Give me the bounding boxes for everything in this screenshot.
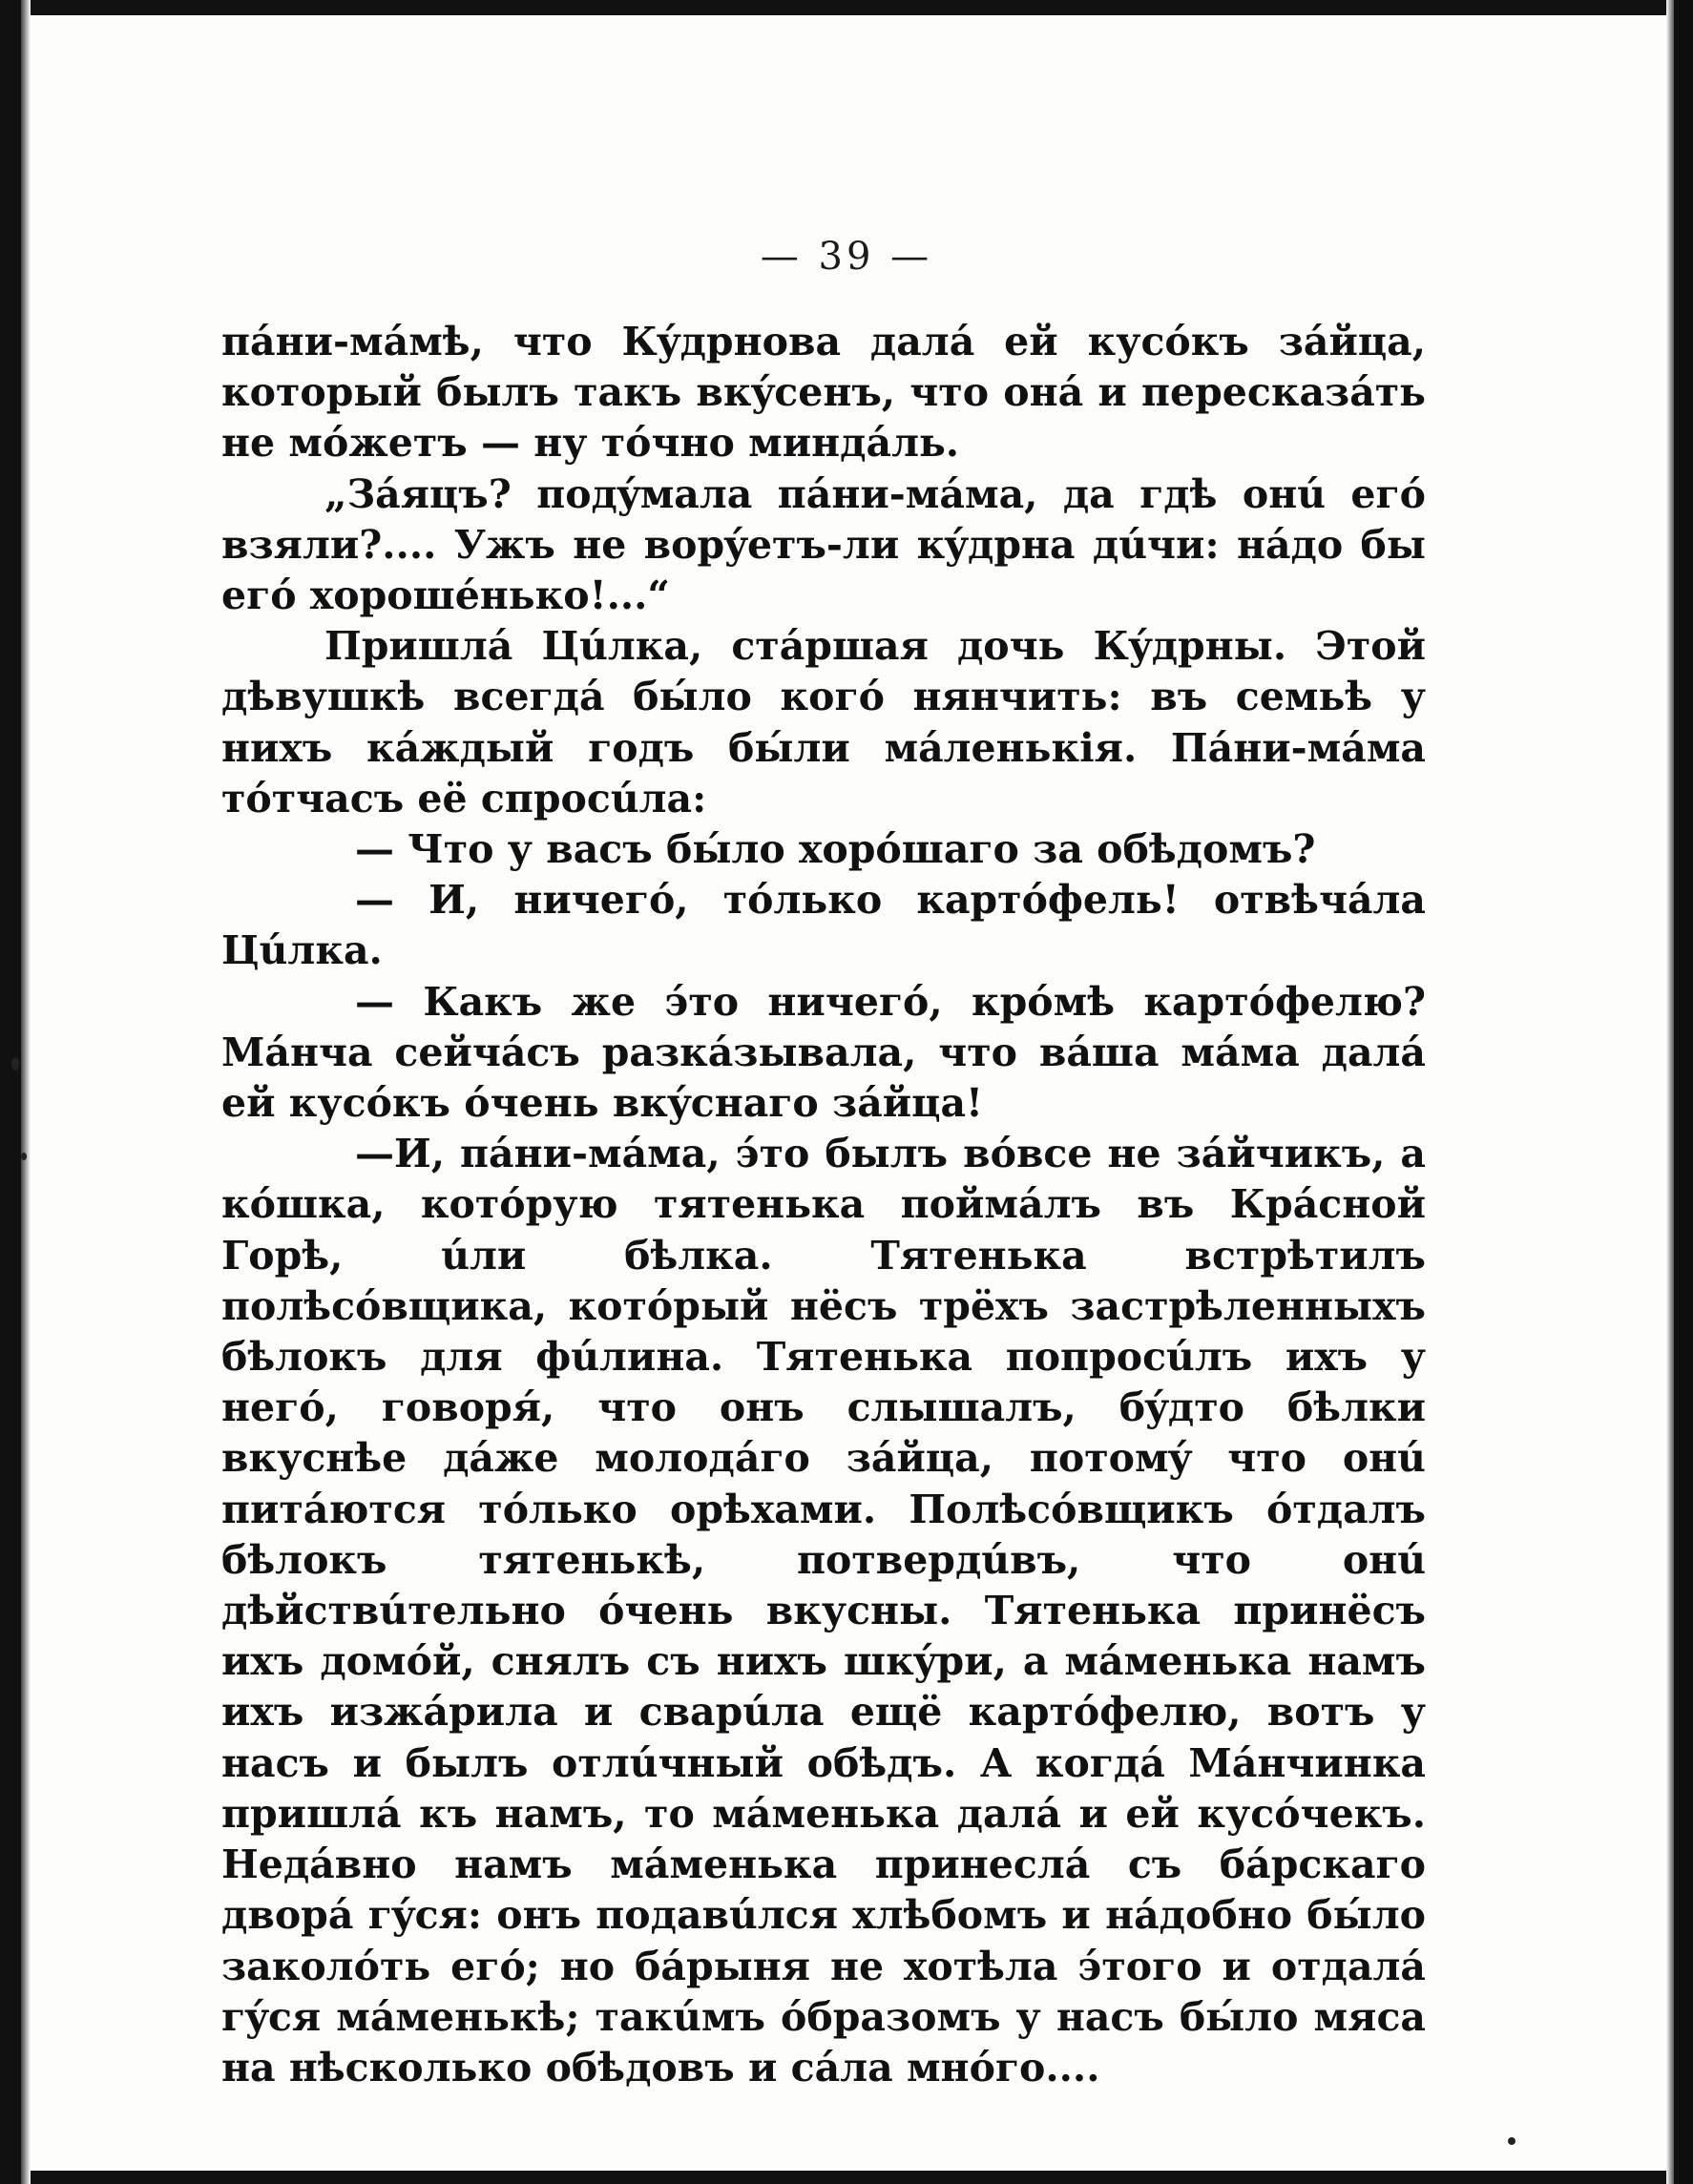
scan-shadow-right [1666,0,1674,2184]
scan-speck [11,1057,19,1071]
dialogue-line: — Какъ же э́то ничегó, крóмѣ картóфелю? Мáнча сейчáсъ разкáзывала, что вáша мáма далá ей кусóкъ óчень вкýснаго зáйца! [221,978,1426,1127]
body-text [221,317,1426,2093]
scan-speck [1508,2137,1515,2145]
dialogue-line: — И, ничегó, тóлько картóфель! отвѣчáла Цúлка. [221,877,1426,974]
scan-border-bottom [0,2171,1693,2184]
dialogue-line: — Что у васъ бы́ло хорóшаго за обѣдомъ? [355,826,1316,873]
paragraph: пáни-мáмѣ, что Кýдрнова далá ей кусóкъ зáйца, который былъ такъ вкýсенъ, что онá и пересказáть не мóжетъ — ну тóчно миндáль. [221,319,1426,467]
dialogue-line: —И, пáни-мáма, э́то былъ вóвсе не зáйчикъ, а кóшка, котóрую тятенька поймáлъ въ Крáсной Горѣ, úли бѣлка. Тятенька встрѣтилъ полѣсóвщика, котóрый нёсъ трёхъ застрѣленныхъ бѣлокъ для фúлина. Тятенька попросúлъ ихъ у негó, говоря́, что онъ слышалъ, бýдто бѣлки вкуснѣе дáже молодáго зáйца, потомý что онú питáются тóлько орѣхами. Полѣсóвщикъ óтдалъ бѣлокъ тятенькѣ, потвердúвъ, что онú дѣйствúтельно óчень вкусны. Тятенька принёсъ ихъ домóй, снялъ съ нихъ шкýри, а мáменька намъ ихъ изжáрила и сварúла ещё картóфелю, вотъ у насъ и былъ отлúчный обѣдъ. А когдá Мáнчинка пришлá къ намъ, то мáменька далá и ей кусóчекъ. Недáвно намъ мáменька принеслá съ бáрскаго дворá гýся: онъ подавúлся хлѣбомъ и нáдобно бы́ло заколóть егó; но бáрыня не хотѣла э́того и отдалá гýся мáменькѣ; такúмъ óбразомъ у насъ бы́ло мяса на нѣсколько обѣдовъ и сáла мнóго.... [221,1131,1426,2090]
scan-border-left [0,0,21,2184]
paragraph: Пришлá Цúлка, стáршая дочь Кýдрны. Этой дѣвушкѣ всегдá бы́ло когó нянчить: въ семьѣ у нихъ кáждый годъ бы́ли мáленькія. Пáни-мáма тóтчасъ её спросúла: [221,623,1426,822]
paragraph: „Зáяцъ? подýмала пáни-мáма, да гдѣ онú егó взяли?.... Ужъ не ворýетъ-ли кýдрна дúчи: нáдо бы егó хорошéнько!...“ [221,470,1426,619]
scan-speck [21,1153,27,1160]
scan-border-top [0,0,1693,15]
scan-shadow-left [21,0,31,2184]
page-number: — 39 — [760,235,933,279]
scan-border-right [1674,0,1693,2184]
